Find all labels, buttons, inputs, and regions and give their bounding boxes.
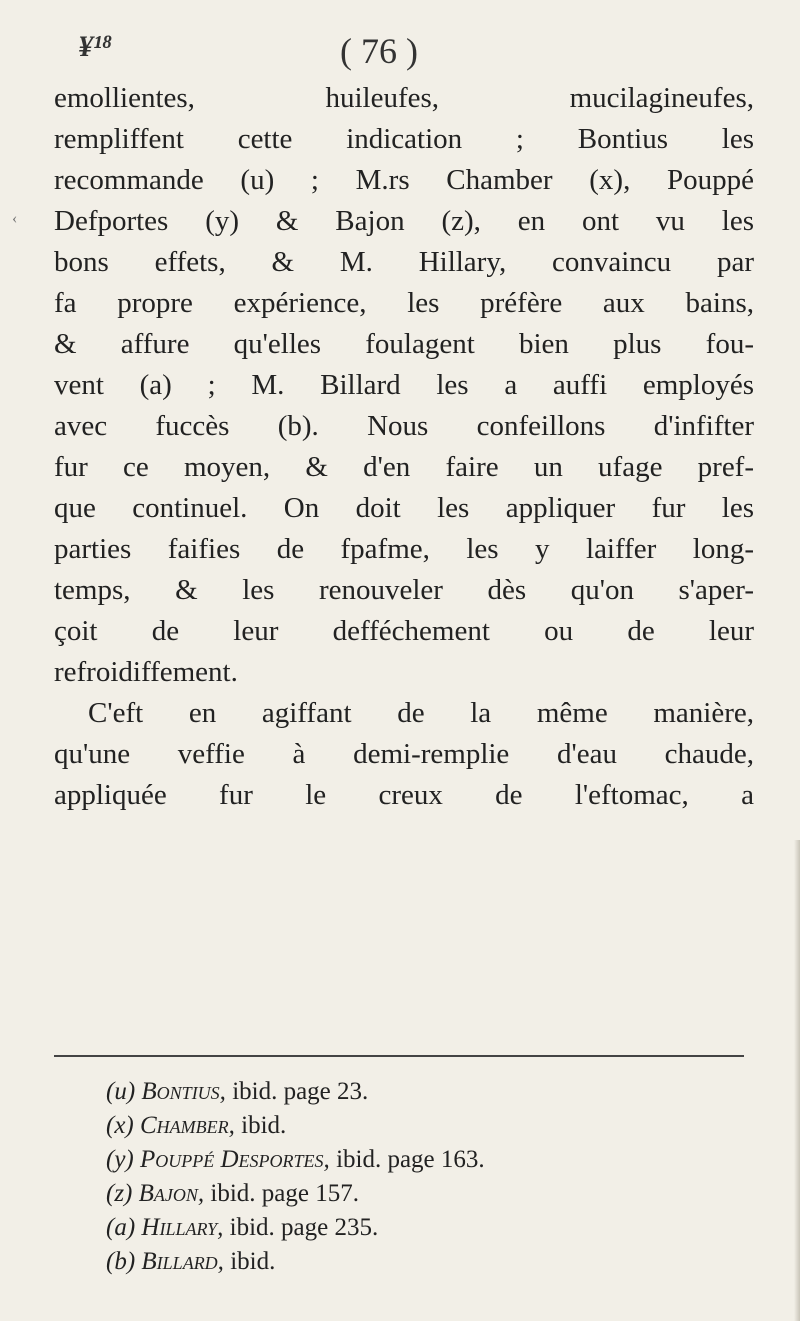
text-line: parties faifies de fpafme, les y laiffer long- bbox=[54, 533, 754, 565]
text-line: fur ce moyen, & d'en faire un ufage pref- bbox=[54, 451, 754, 483]
text-line: refroidiffement. bbox=[54, 656, 238, 688]
text-line: que continuel. On doit les appliquer fur les bbox=[54, 492, 754, 524]
footnote-rule bbox=[54, 1055, 744, 1057]
body-text bbox=[54, 78, 754, 816]
footnote-reference: ibid. page 163. bbox=[329, 1146, 485, 1173]
footnote-mark: (a) bbox=[106, 1214, 136, 1241]
footnote-mark: (u) bbox=[106, 1078, 136, 1105]
footnote-mark: (b) bbox=[106, 1248, 136, 1275]
text-line: temps, & les renouveler dès qu'on s'aper- bbox=[54, 574, 754, 606]
footnote-mark: (z) bbox=[106, 1180, 133, 1207]
footnote bbox=[106, 1211, 746, 1245]
text-line: avec fuccès (b). Nous confeillons d'infifter bbox=[54, 410, 754, 442]
footnote bbox=[106, 1109, 746, 1143]
text-line: vent (a) ; M. Billard les a auffi employés bbox=[54, 369, 754, 401]
footnote bbox=[106, 1177, 746, 1211]
text-line: appliquée fur le creux de l'eftomac, a bbox=[54, 779, 754, 811]
footnote-mark: (x) bbox=[106, 1112, 134, 1139]
footnote bbox=[106, 1143, 746, 1177]
text-line: C'eft en agiffant de la même manière, bbox=[88, 697, 754, 729]
footnote-author: Pouppé Desportes, bbox=[140, 1146, 330, 1173]
footnote-reference: ibid. bbox=[223, 1248, 276, 1275]
footnote bbox=[106, 1245, 746, 1279]
text-line: fa propre expérience, les préfère aux bains, bbox=[54, 287, 754, 319]
footnote bbox=[106, 1075, 746, 1109]
text-line: Defportes (y) & Bajon (z), en ont vu les bbox=[54, 205, 754, 237]
footnote-reference: ibid. page 157. bbox=[204, 1180, 359, 1207]
text-line: çoit de leur defféchement ou de leur bbox=[54, 615, 754, 647]
footnote-reference: ibid. bbox=[234, 1112, 287, 1139]
footnote-author: Chamber, bbox=[140, 1112, 235, 1139]
text-line: rempliffent cette indication ; Bontius les bbox=[54, 123, 754, 155]
page-edge-shadow bbox=[794, 840, 800, 1321]
text-line: & affure qu'elles foulagent bien plus fou- bbox=[54, 328, 754, 360]
handwritten-mark: ¥¹⁸ bbox=[78, 30, 113, 63]
footnotes bbox=[106, 1075, 746, 1279]
footnote-author: Billard, bbox=[141, 1248, 224, 1275]
text-line: emollientes, huileufes, mucilagineufes, bbox=[54, 82, 754, 114]
text-line: qu'une veffie à demi-remplie d'eau chaude, bbox=[54, 738, 754, 770]
text-line: bons effets, & M. Hillary, convaincu par bbox=[54, 246, 754, 278]
footnote-author: Bajon, bbox=[138, 1180, 205, 1207]
footnote-reference: ibid. page 235. bbox=[223, 1214, 379, 1241]
footnote-author: Hillary, bbox=[141, 1214, 224, 1241]
text-line: recommande (u) ; M.rs Chamber (x), Pouppé bbox=[54, 164, 754, 196]
footnote-author: Bontius, bbox=[141, 1078, 226, 1105]
footnote-mark: (y) bbox=[106, 1146, 134, 1173]
margin-mark: ‹ bbox=[12, 210, 18, 227]
page-number: ( 76 ) bbox=[340, 31, 418, 71]
footnote-reference: ibid. page 23. bbox=[225, 1078, 369, 1105]
